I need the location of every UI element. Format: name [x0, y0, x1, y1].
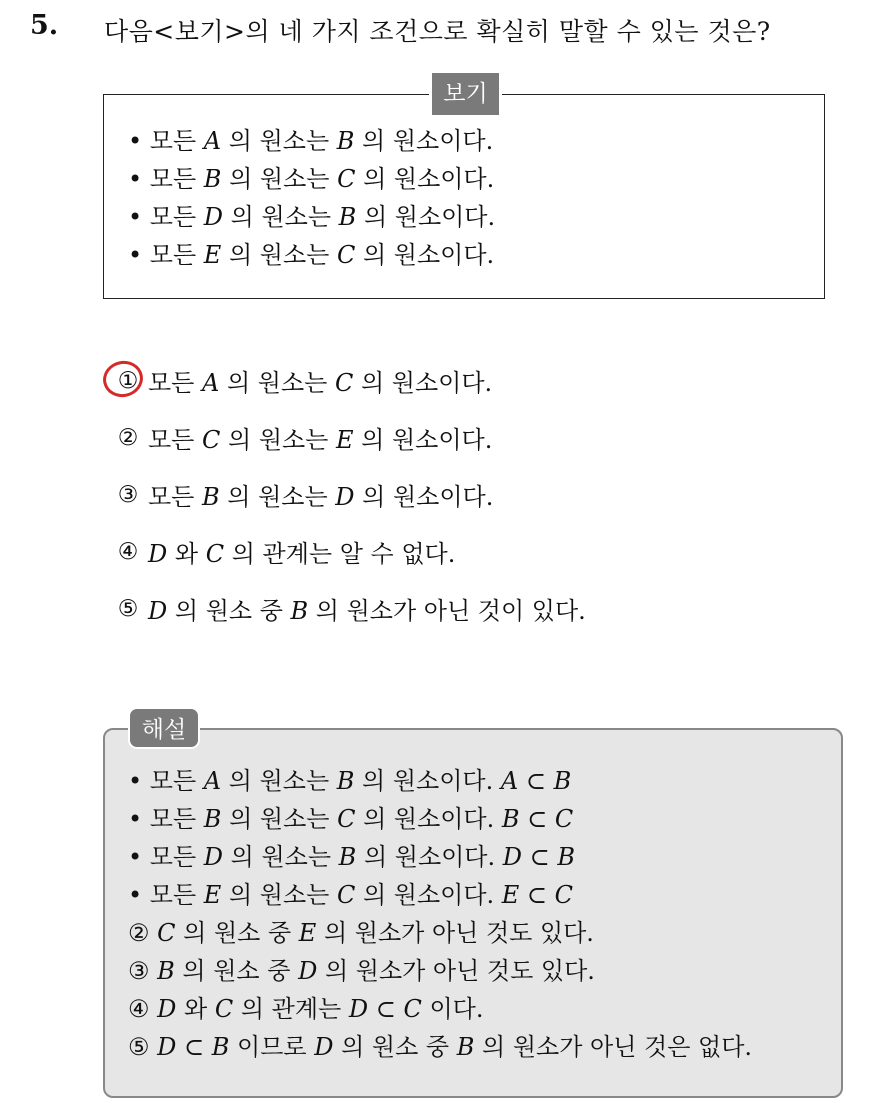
question-text: 다음<보기>의 네 가지 조건으로 확실히 말할 수 있는 것은? — [104, 17, 771, 46]
option-3[interactable] — [108, 466, 586, 523]
explanation-line: • 모든 D 의 원소는 B 의 원소이다. D ⊂ B — [128, 843, 576, 871]
bogi-item: • 모든 E 의 원소는 C 의 원소이다. — [128, 241, 495, 269]
option-2[interactable] — [108, 409, 586, 466]
explanation-line: ② C 의 원소 중 E 의 원소가 아닌 것도 있다. — [128, 919, 594, 947]
option-text: 모든 A 의 원소는 C 의 원소이다. — [148, 369, 493, 397]
explanation-line: ⑤ D ⊂ B 이므로 D 의 원소 중 B 의 원소가 아닌 것은 없다. — [128, 1033, 753, 1061]
option-number: ① — [117, 367, 139, 394]
option-text: 모든 B 의 원소는 D 의 원소이다. — [148, 483, 494, 511]
explanation-label: 해설 — [128, 707, 200, 749]
bogi-item: • 모든 A 의 원소는 B 의 원소이다. — [128, 127, 494, 155]
option-5[interactable] — [108, 580, 586, 637]
bogi-item: • 모든 B 의 원소는 C 의 원소이다. — [128, 165, 495, 193]
option-text: D 의 원소 중 B 의 원소가 아닌 것이 있다. — [148, 597, 586, 625]
option-number: ⑤ — [117, 595, 139, 622]
option-1[interactable] — [108, 352, 586, 409]
option-number: ③ — [117, 481, 139, 508]
option-text: 모든 C 의 원소는 E 의 원소이다. — [148, 426, 493, 454]
question-number: 5. — [30, 10, 59, 41]
option-number: ② — [117, 424, 139, 451]
option-number: ④ — [117, 538, 139, 565]
explanation-line: ③ B 의 원소 중 D 의 원소가 아닌 것도 있다. — [128, 957, 595, 985]
bogi-list — [128, 122, 495, 274]
option-4[interactable] — [108, 523, 586, 580]
answer-options — [108, 352, 586, 637]
explanation-line: ④ D 와 C 의 관계는 D ⊂ C 이다. — [128, 995, 484, 1023]
explanation-line: • 모든 A 의 원소는 B 의 원소이다. A ⊂ B — [128, 767, 572, 795]
bogi-label: 보기 — [429, 73, 502, 115]
bogi-item: • 모든 D 의 원소는 B 의 원소이다. — [128, 203, 496, 231]
option-text: D 와 C 의 관계는 알 수 없다. — [148, 540, 456, 568]
explanation-line: • 모든 B 의 원소는 C 의 원소이다. B ⊂ C — [128, 805, 574, 833]
explanation-list — [128, 762, 752, 1066]
explanation-line: • 모든 E 의 원소는 C 의 원소이다. E ⊂ C — [128, 881, 574, 909]
